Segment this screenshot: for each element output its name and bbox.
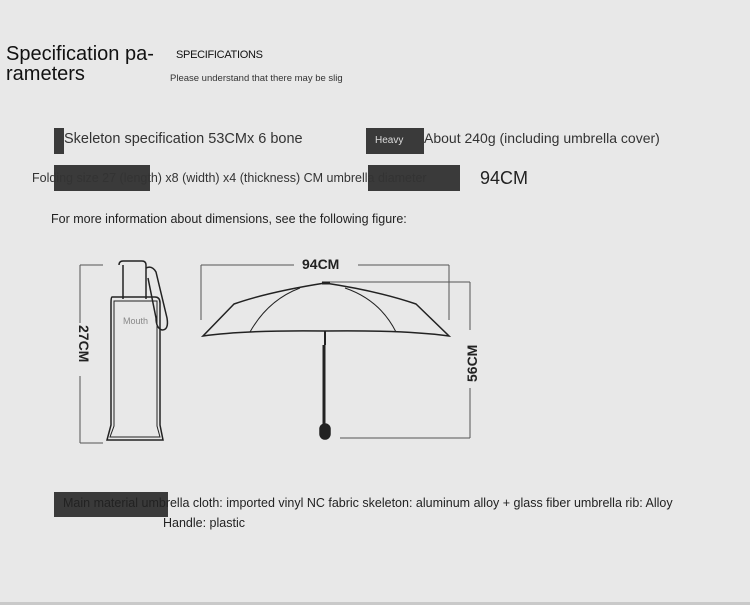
skeleton-spec: Skeleton specification 53CMx 6 bone [64, 131, 303, 147]
weight-spec: About 240g (including umbrella cover) [424, 130, 660, 146]
folded-height-label: 27CM [76, 325, 92, 363]
handle-spec: Handle: plastic [163, 516, 245, 530]
open-umbrella-icon [203, 283, 449, 439]
specifications-heading: SPECIFICATIONS [176, 49, 263, 61]
heavy-label: Heavy [375, 135, 404, 146]
page-title: Specification pa-rameters [6, 43, 154, 85]
open-height-label: 56CM [464, 344, 480, 382]
mouth-label: Mouth [123, 316, 149, 326]
open-diameter-label: 94CM [302, 256, 340, 272]
folded-umbrella-icon [107, 261, 167, 440]
dimensions-intro: For more information about dimensions, see the following figure: [51, 212, 407, 226]
disclaimer-note: Please understand that there may be slig [170, 73, 343, 84]
material-spec: Main material umbrella cloth: imported vinyl NC fabric skeleton: aluminum alloy + glass fiber umbrella rib: Alloy [63, 496, 673, 510]
diameter-value: 94CM [480, 168, 529, 188]
folding-size-spec: Folding size 27 (length) x8 (width) x4 (thickness) CM umbrella diameter [32, 171, 427, 185]
